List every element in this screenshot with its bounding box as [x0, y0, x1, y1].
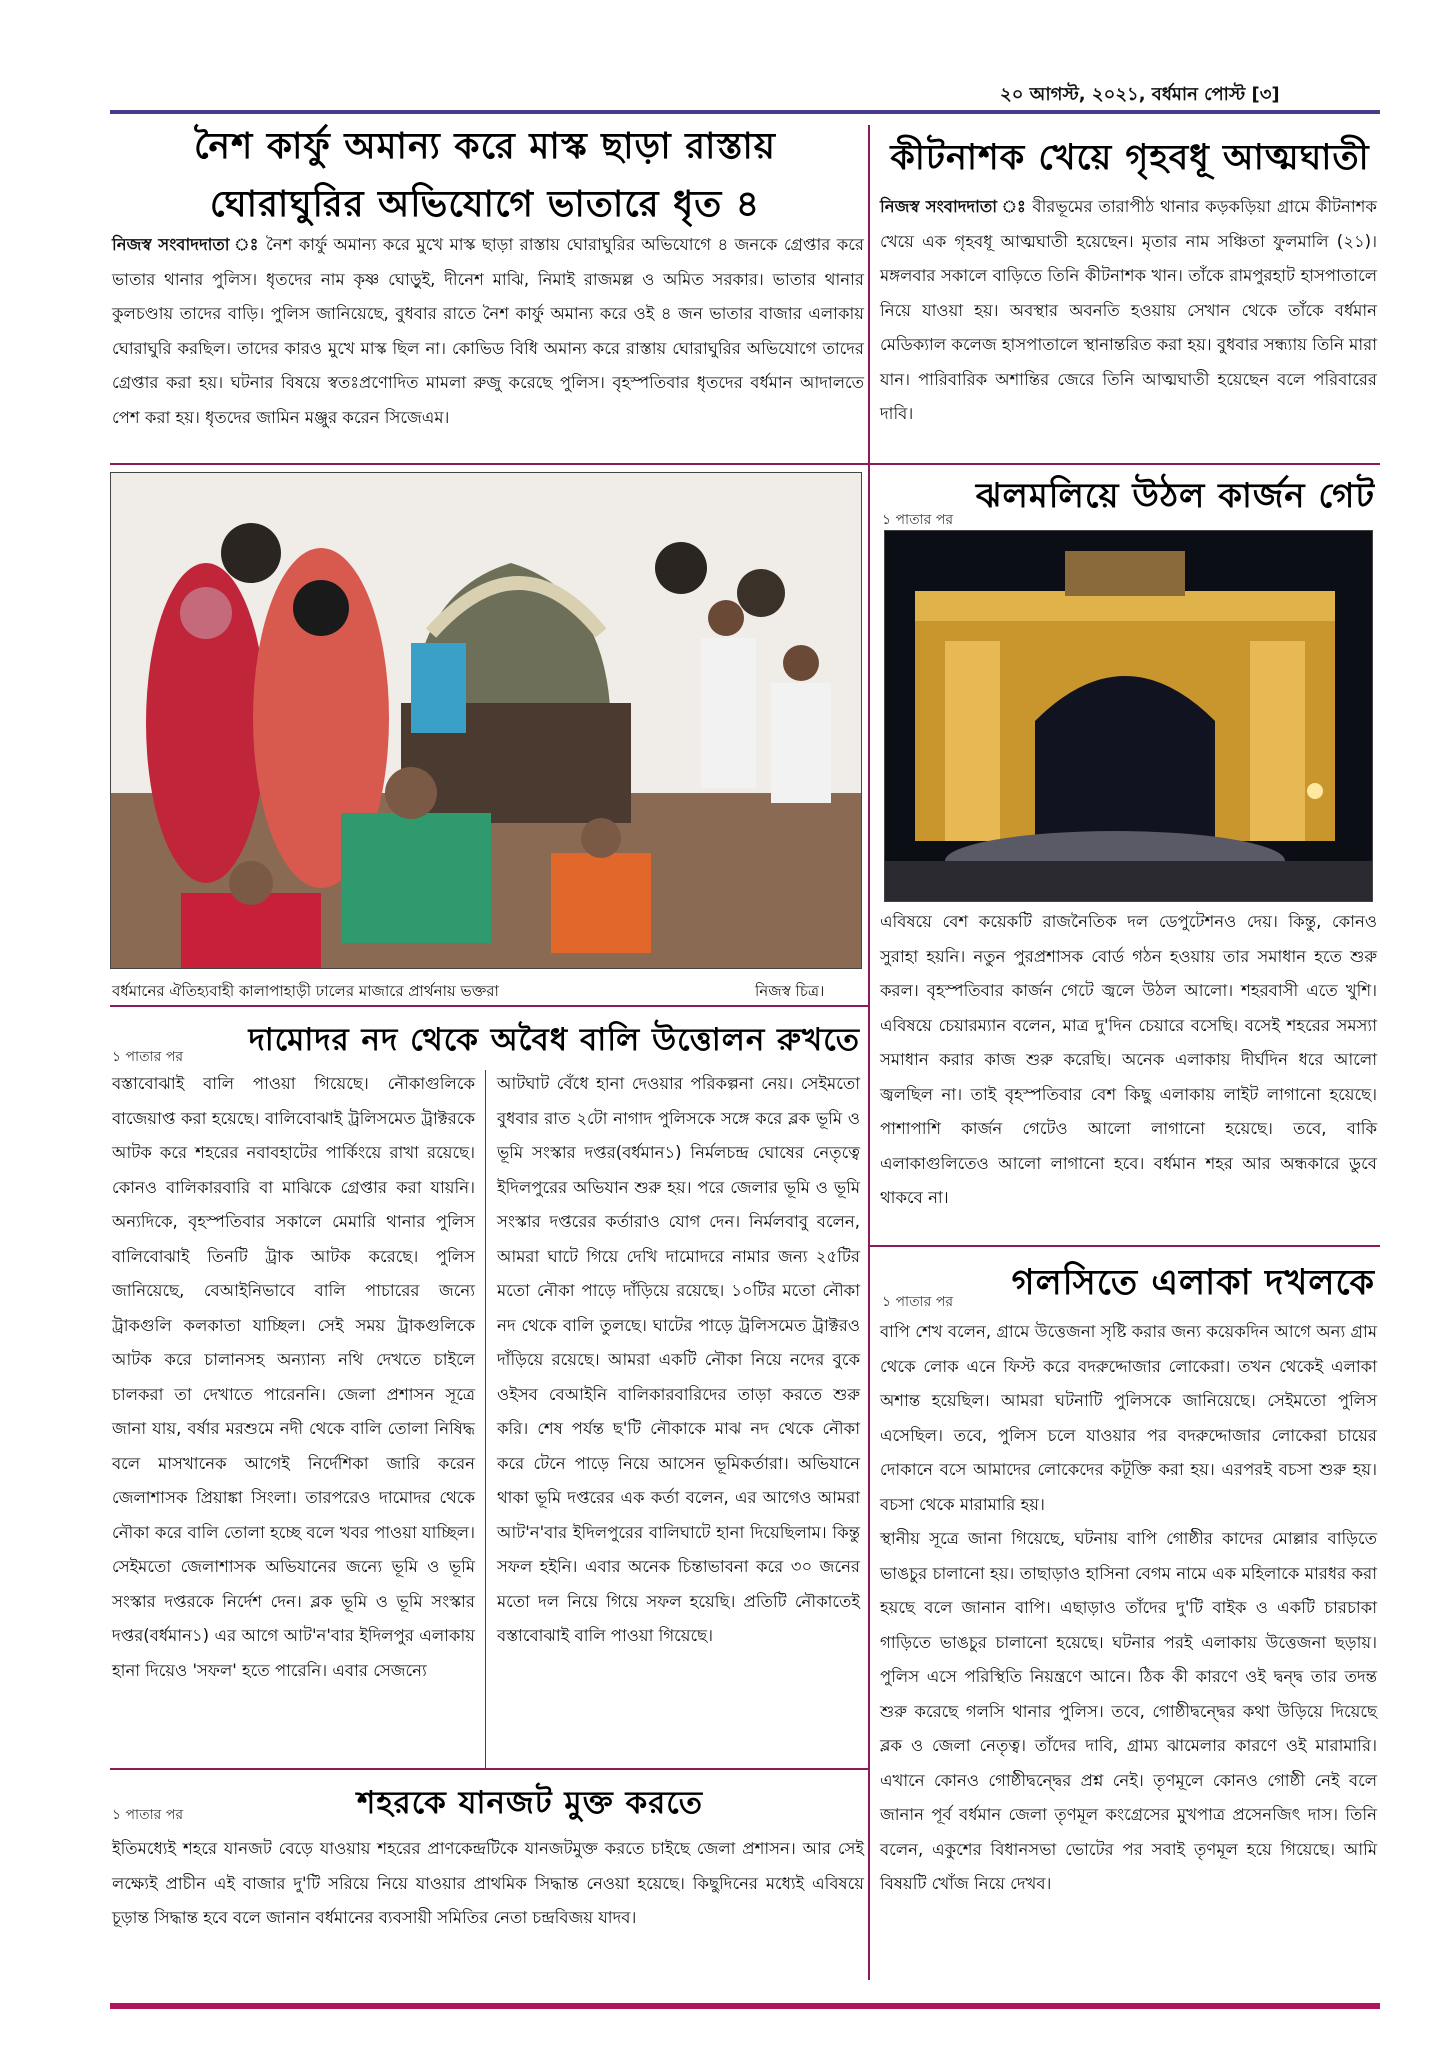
pesticide-headline: কীটনাশক খেয়ে গৃহবধূ আত্মঘাতী: [890, 138, 1370, 178]
galsi-headline: গলসিতে এলাকা দখলকে: [1011, 1263, 1375, 1303]
mazar-photo-illustration: [111, 473, 861, 968]
section-divider: [110, 1768, 868, 1770]
article-text: নৈশ কার্ফু অমান্য করে মুখে মাস্ক ছাড়া রাস্তায় ঘোরাঘুরির অভিযোগে ৪ জনকে গ্রেপ্তার করে ভাতার থানার পুলিস। ধৃতদের নাম কৃষ্ণ ঘোড়ুই, দীনেশ মাঝি, নিমাই রাজমল্ল ও অমিত সরকার। ভাতার থানার কুলচণ্ডায় তাদের বাড়ি। পুলিস জানিয়েছে, বুধবার রাতে নৈশ কার্ফু অমান্য করে ওই ৪ জন ভাতার বাজার এলাকায় ঘোরাঘুরি করছিল। তাদের কারও মুখে মাস্ক ছিল না। কোভিড বিধি অমান্য করে রাস্তায় ঘোরাঘুরির অভিযোগে তাদের গ্রেপ্তার করা হয়। ঘটনার বিষয়ে স্বতঃপ্রণোদিত মামলা রুজু করেছে পুলিস। বৃহস্পতিবার ধৃতদের বর্ধমান আদালতে পেশ করা হয়। ধৃতদের জামিন মঞ্জুর করেন সিজেএম।: [112, 235, 864, 427]
traffic-article: ইতিমধ্যেই শহরে যানজট বেড়ে যাওয়ায় শহরের প্রাণকেন্দ্রটিকে যানজটমুক্ত করতে চাইছে জেলা প্রশাসন। আর সেই লক্ষ্যেই প্রাচীন এই বাজার দু'টি সরিয়ে নিয়ে যাওয়ার প্রাথমিক সিদ্ধান্ত নেওয়া হয়েছে। কিছুদিনের মধ্যেই এবিষয়ে চূড়ান্ত সিদ্ধান্ত হবে বলে জানান বর্ধমানের ব্যবসায়ী সমিতির নেতা চন্দ্রবিজয় যাদব।: [112, 1839, 864, 1927]
byline: নিজস্ব সংবাদদাতা ঃ: [112, 235, 260, 254]
curzon-article: এবিষয়ে বেশ কয়েকটি রাজনৈতিক দল ডেপুটেশনও দেয়। কিন্তু, কোনও সুরাহা হয়নি। নতুন পুরপ্রশাসক বোর্ড গঠন হওয়ায় তার সমাধান হতে শুরু করল। বৃহস্পতিবার কার্জন গেটে জ্বলে উঠল আলো। শহরবাসী এতে খুশি। এবিষয়ে চেয়ারম্যান বলেন, মাত্র দু'দিন চেয়ারে বসেছি। বসেই শহরের সমস্যা সমাধান করার কাজ শুরু করেছি। অনেক এলাকায় দীর্ঘদিন ধরে আলো জ্বলছিল না। তাই বৃহস্পতিবার বেশ কিছু এলাকায় লাইট লাগানো হয়েছে। পাশাপাশি কার্জন গেটেও আলো লাগানো হয়েছে। তবে, বাকি এলাকাগুলিতেও আলো লাগানো হবে। বর্ধমান শহর আর অন্ধকারে ডুবে থাকবে না।: [880, 912, 1377, 1207]
section-divider: [868, 1245, 1380, 1247]
damodar-column-1: বস্তাবোঝাই বালি পাওয়া গিয়েছে। নৌকাগুলিকে বাজেয়াপ্ত করা হয়েছে। বালিবোঝাই ট্রলিসমেত ট্রাক্টরকে আটক করে শহরের নবাবহাটের পার্কিংয়ে রাখা রয়েছে। কোনও বালিকারবারি বা মাঝিকে গ্রেপ্তার করা যায়নি। অন্যদিকে, বৃহস্পতিবার সকালে মেমারি থানার পুলিস বালিবোঝাই তিনটি ট্রাক আটক করেছে। পুলিস জানিয়েছে, বেআইনিভাবে বালি পাচারের জন্যে ট্রাকগুলি কলকাতা যাচ্ছিল। সেই সময় ট্রাকগুলিকে আটক করে চালানসহ অন্যান্য নথি দেখতে চাইলে চালকরা তা দেখাতে পারেননি। জেলা প্রশাসন সূত্রে জানা যায়, বর্ষার মরশুমে নদী থেকে বালি তোলা নিষিদ্ধ বলে মাসখানেক আগেই নির্দেশিকা জারি করেন জেলাশাসক প্রিয়াঙ্কা সিংলা। তারপরেও দামোদর থেকে নৌকা করে বালি তোলা হচ্ছে বলে খবর পাওয়া যাচ্ছিল। সেইমতো জেলাশাসক অভিযানের জন্যে ভূমি ও ভূমি সংস্কার দপ্তরকে নির্দেশ দেন। ব্লক ভূমি ও ভূমি সংস্কার দপ্তর(বর্ধমান১) এর আগে আট'ন'বার ইদিলপুর এলাকায় হানা দিয়েও 'সফল' হতে পারেনি। এবার সেজন্যে: [112, 1074, 475, 1680]
section-divider: [110, 1005, 868, 1007]
article-paragraph: স্থানীয় সূত্রে জানা গিয়েছে, ঘটনায় বাপি গোষ্ঠীর কাদের মোল্লার বাড়িতে ভাঙচুর চালানো হয়। তাছাড়াও হাসিনা বেগম নামে এক মহিলাকে মারধর করা হয়ছে বলে জানান বাপি। এছাড়াও তাঁদের দু'টি বাইক ও একটি চারচাকা গাড়িতে ভাঙচুর চালানো হয়েছে। ঘটনার পরই এলাকায় উত্তেজনা ছড়ায়। পুলিস এসে পরিস্থিতি নিয়ন্ত্রণে আনে। ঠিক কী কারণে ওই দ্বন্দ্ব তার তদন্ত শুরু করেছে গলসি থানার পুলিস। তবে, গোষ্ঠীদ্বন্দ্বের কথা উড়িয়ে দিয়েছে ব্লক ও জেলা নেতৃত্ব। তাঁদের দাবি, গ্রাম্য ঝামেলার কারণে ওই মারামারি। এখানে কোনও গোষ্ঠীদ্বন্দ্বের প্রশ্ন নেই। তৃণমূলে কোনও গোষ্ঠী নেই বলে জানান পূর্ব বর্ধমান জেলা তৃণমূল কংগ্রেসের মুখপাত্র প্রসেনজিৎ দাস। তিনি বলেন, একুশের বিধানসভা ভোটের পর সবাই তৃণমূল হয়ে গিয়েছে। আমি বিষয়টি খোঁজ নিয়ে দেখব।: [880, 1529, 1378, 1893]
continued-kicker: ১ পাতার পর: [882, 512, 954, 528]
column-divider: [485, 1070, 486, 1770]
column-divider: [868, 125, 870, 1980]
pesticide-article: [880, 190, 1377, 432]
curfew-headline-line2: ঘোরাঘুরির অভিযোগে ভাতারে ধৃত ৪: [209, 184, 761, 225]
mazar-photo: [110, 472, 862, 969]
curfew-headline-line1: নৈশ কার্ফু অমান্য করে মাস্ক ছাড়া রাস্তায়: [193, 126, 776, 167]
curfew-article: [112, 228, 864, 435]
curzon-gate-illustration: [885, 531, 1372, 901]
photo-credit: নিজস্ব চিত্র।: [755, 982, 825, 1000]
galsi-article: [880, 1315, 1377, 1902]
continued-kicker: ১ পাতার পর: [882, 1294, 954, 1310]
section-divider: [110, 463, 868, 465]
curfew-headline: [105, 118, 865, 234]
curzon-gate-photo: [884, 530, 1373, 902]
header-rule: [110, 110, 1380, 114]
section-divider: [868, 463, 1380, 465]
damodar-column-2: আটঘাট বেঁধে হানা দেওয়ার পরিকল্পনা নেয়। সেইমতো বুধবার রাত ২টো নাগাদ পুলিসকে সঙ্গে করে ব্লক ভূমি ও ভূমি সংস্কার দপ্তর(বর্ধমান১) নির্মলচন্দ্র ঘোষের নেতৃত্বে ইদিলপুরের অভিযান শুরু হয়। পরে জেলার ভূমি ও ভূমি সংস্কার দপ্তরের কর্তারাও যোগ দেন। নির্মলবাবু বলেন, আমরা ঘাটে গিয়ে দেখি দামোদরে নামার জন্য ২৫টির মতো নৌকা পাড়ে দাঁড়িয়ে রয়েছে। ১০টির মতো নৌকা নদ থেকে বালি তুলছে। ঘাটের পাড়ে ট্রলিসমেত ট্রাক্টরও দাঁড়িয়ে রয়েছে। আমরা একটি নৌকা নিয়ে নদের বুকে ওইসব বেআইনি বালিকারবারিদের তাড়া করতে শুরু করি। শেষ পর্যন্ত ছ'টি নৌকাকে মাঝ নদ থেকে নৌকা করে টেনে পাড়ে নিয়ে আসেন ভূমিকর্তারা। অভিযানে থাকা ভূমি দপ্তরের এক কর্তা বলেন, এর আগেও আমরা আট'ন'বার ইদিলপুরের বালিঘাটে হানা দিয়েছিলাম। কিন্তু সফল হইনি। এবার অনেক চিন্তাভাবনা করে ৩০ জনের মতো দল নিয়ে গিয়ে সফল হয়েছি। প্রতিটি নৌকাতেই বস্তাবোঝাই বালি পাওয়া গিয়েছে।: [497, 1074, 860, 1645]
byline: নিজস্ব সংবাদদাতা ঃ: [880, 197, 1027, 216]
footer-rule: [110, 2003, 1380, 2009]
damodar-headline: দামোদর নদ থেকে অবৈধ বালি উত্তোলন রুখতে: [248, 1022, 860, 1058]
article-text: বীরভূমের তারাপীঠ থানার কড়কড়িয়া গ্রামে কীটনাশক খেয়ে এক গৃহবধূ আত্মঘাতী হয়েছেন। মৃতার নাম সঞ্চিতা ফুলমালি (২১)। মঙ্গলবার সকালে বাড়িতে তিনি কীটনাশক খান। তাঁকে রামপুরহাট হাসপাতালে নিয়ে যাওয়া হয়। অবস্থার অবনতি হওয়ায় সেখান থেকে তাঁকে বর্ধমান মেডিক্যাল কলেজ হাসপাতালে স্থানান্তরিত করা হয়। বুধবার সন্ধ্যায় তিনি মারা যান। পারিবারিক অশান্তির জেরে তিনি আত্মঘাতী হয়েছেন বলে পরিবারের দাবি।: [880, 197, 1377, 423]
traffic-headline: শহরকে যানজট মুক্ত করতে: [357, 1785, 703, 1821]
photo-caption: বর্ধমানের ঐতিহ্যবাহী কালাপাহাড়ী ঢালের মাজারে প্রার্থনায় ভক্তরা: [112, 982, 499, 1000]
continued-kicker: ১ পাতার পর: [112, 1049, 184, 1065]
page-header: ২০ আগস্ট, ২০২১, বর্ধমান পোস্ট [৩]: [1000, 84, 1280, 105]
article-paragraph: বাপি শেখ বলেন, গ্রামে উত্তেজনা সৃষ্টি করার জন্য কয়েকদিন আগে অন্য গ্রাম থেকে লোক এনে ফিস্ট করে বদরুদ্দোজার লোকেরা। তখন থেকেই এলাকা অশান্ত হয়েছিল। আমরা ঘটনাটি পুলিসকে জানিয়েছে। সেইমতো পুলিস এসেছিল। তবে, পুলিস চলে যাওয়ার পর বদরুদ্দোজার লোকেরা চায়ের দোকানে বসে আমাদের লোকেদের কটূক্তি করা হয়। এরপরই বচসা শুরু হয়। বচসা থেকে মারামারি হয়।: [880, 1322, 1377, 1514]
curzon-headline: ঝলমলিয়ে উঠল কার্জন গেট: [975, 476, 1375, 516]
continued-kicker: ১ পাতার পর: [112, 1807, 184, 1823]
